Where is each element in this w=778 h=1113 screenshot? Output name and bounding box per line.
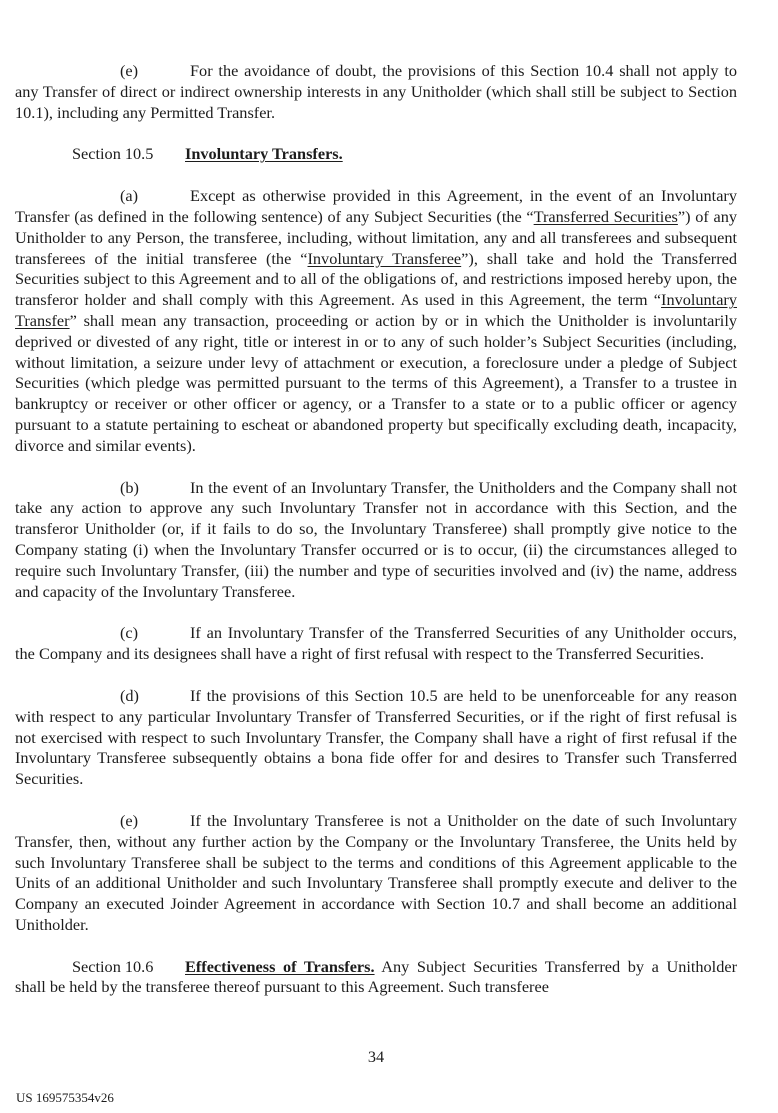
paragraph-letter-label: (e) [120, 61, 139, 80]
text-run: If the Involuntary Transferee is not a Unitholder on the date of such Involuntary Transfer, then, without any further action by the Company or the Involuntary Transferee, the Units held by such Involuntary Transferee shall be subject to the terms and conditions of this Agreement applicable to the Units of an additional Unitholder and such Involuntary Transferee shall promptly execute and deliver to the Company an executed Joinder Agreement in accordance with Section 10.7 and shall become an additional Unitholder. [15, 810, 737, 934]
text-run: Except as otherwise provided in this Agreement, in the event of an Involuntary Transfer (as defined in the following sentence) of any Subject Securities (the “ [15, 186, 737, 226]
body-paragraph [15, 686, 737, 790]
text-run: ”), shall take and hold the Transferred Securities subject to this Agreement and to all of the obligations of, and restrictions imposed hereby upon, the transferor holder and shall comply with this Agreement. As used in this Agreement, the term “ [15, 248, 738, 310]
text-run: In the event of an Involuntary Transfer, the Unitholders and the Company shall not take any action to approve any such Involuntary Transfer not in accordance with this Section, and the transferor Unitholder (or, if it fails to do so, the Involuntary Transferee) shall promptly give notice to the Company stating (i) when the Involuntary Transfer occurred or is to occur, (ii) the circumstances alleged to require such Involuntary Transfer, (iii) the number and type of securities involved and (iv) the name, address and capacity of the Involuntary Transferee. [15, 477, 737, 601]
section-title: Effectiveness of Transfers. [185, 956, 375, 976]
body-paragraph [15, 478, 737, 603]
text-run: If an Involuntary Transfer of the Transferred Securities of any Unitholder occurs, the Company and its designees shall have a right of first refusal with respect to the Transferred Securities. [15, 623, 737, 664]
body-paragraph [15, 186, 737, 456]
text-run: ” shall mean any transaction, proceeding or action by or in which the Unitholder is involuntarily deprived or divested of any right, title or interest in or to any of such holder’s Subject Securities (including, without limitation, a seizure under levy of attachment or execution, a foreclosure under a pledge of Subject Securities (which pledge was permitted pursuant to the terms of this Agreement), a Transfer to a trustee in bankruptcy or receiver or other officer or agency, or a Transfer to a state or to a public officer or agency pursuant to a statute pertaining to escheat or abandoned property but specifically excluding death, incapacity, divorce and similar events). [15, 310, 737, 455]
paragraph-letter-label: (a) [120, 186, 139, 206]
text-run: If the provisions of this Section 10.5 are held to be unenforceable for any reason with respect to any particular Involuntary Transfer of Transferred Securities, or if the right of first refusal is not exercised with respect to such Involuntary Transfer, the Company shall have a right of first refusal if the Involuntary Transferee subsequently obtains a bona fide offer for and desires to Transfer such Transferred Securities. [15, 685, 737, 789]
defined-term: Involuntary Transfer [15, 290, 737, 330]
section-number-label: Section 10.6 [72, 956, 154, 976]
section-paragraph [15, 144, 737, 165]
text-run: For the avoidance of doubt, the provisions of this Section 10.4 shall not apply to any Transfer of direct or indirect ownership interests in any Unitholder (which shall still be subject to Section 10.1), including any Permitted Transfer. [15, 61, 737, 122]
document-body [15, 61, 737, 1019]
page-number: 34 [367, 1047, 385, 1066]
body-paragraph [15, 623, 737, 665]
paragraph-letter-label: (e) [120, 810, 139, 830]
defined-term: Involuntary Transferee [307, 248, 462, 268]
body-paragraph [15, 811, 737, 936]
footer-doc-id: US 169575354v26 [16, 1090, 114, 1105]
body-paragraph [15, 61, 737, 123]
defined-term: Transferred Securities [533, 206, 678, 226]
text-run: Any Subject Securities Transferred by a Unitholder shall be held by the transferee thereof pursuant to this Agreement. Such transferee [15, 956, 737, 997]
paragraph-letter-label: (c) [120, 623, 139, 643]
section-title: Involuntary Transfers. [185, 144, 343, 164]
section-paragraph [15, 957, 737, 999]
paragraph-letter-label: (d) [120, 685, 139, 705]
section-number-label: Section 10.5 [72, 144, 154, 164]
text-run: ”) of any Unitholder to any Person, the transferee, including, without limitation, any and all transferees and subsequent transferees of the initial transferee (the “ [15, 206, 737, 268]
paragraph-letter-label: (b) [120, 477, 139, 497]
